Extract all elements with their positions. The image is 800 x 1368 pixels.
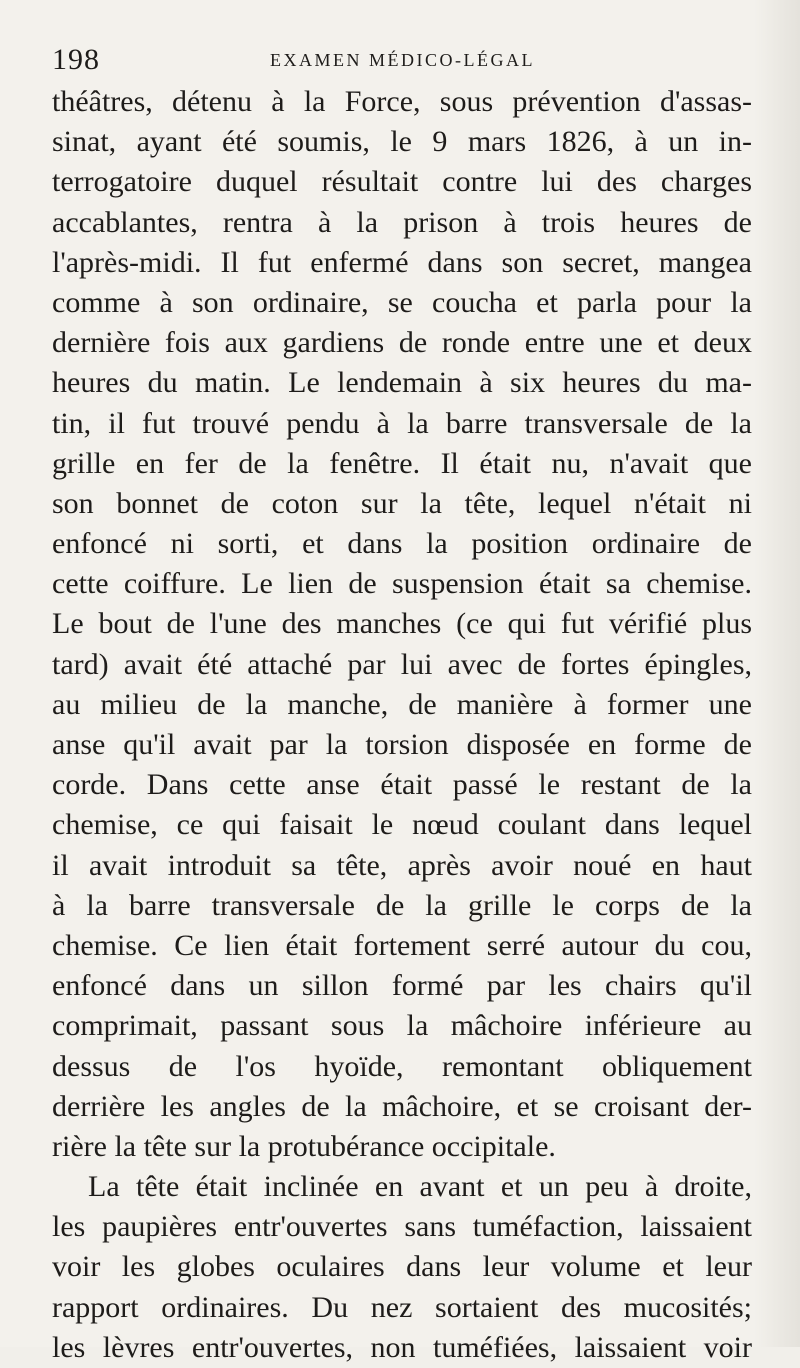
text-line: rapport ordinaires. Du nez sortaient des mucosités; <box>52 1290 752 1324</box>
text-line: l'après-midi. Il fut enfermé dans son secret, mangea <box>52 245 752 279</box>
text-line: dernière fois aux gardiens de ronde entre une et deux <box>52 326 752 360</box>
text-line: tard) avait été attaché par lui avec de fortes épingles, <box>52 647 752 681</box>
body-text <box>52 82 752 1368</box>
text-line: dessus de l'os hyoïde, remontant obliquement <box>52 1049 752 1083</box>
text-line: au milieu de la manche, de manière à former une <box>52 687 752 721</box>
page-header <box>52 40 752 80</box>
text-line: grille en fer de la fenêtre. Il était nu, n'avait que <box>52 446 752 480</box>
paragraph-end-line: rière la tête sur la protubérance occipitale. <box>52 1129 556 1163</box>
text-line: son bonnet de coton sur la tête, lequel n'était ni <box>52 486 752 520</box>
text-line: à la barre transversale de la grille le corps de la <box>52 888 752 922</box>
text-line: accablantes, rentra à la prison à trois heures de <box>52 205 752 239</box>
text-line: les lèvres entr'ouvertes, non tuméfiées, laissaient voir <box>52 1330 752 1364</box>
text-line: chemise. Ce lien était fortement serré autour du cou, <box>52 928 752 962</box>
text-line: théâtres, détenu à la Force, sous prévention d'assas- <box>52 85 752 118</box>
text-line: comme à son ordinaire, se coucha et parla pour la <box>52 285 752 319</box>
page-edge-shadow <box>754 0 800 1347</box>
text-line: chemise, ce qui faisait le nœud coulant dans lequel <box>52 808 752 842</box>
text-line: heures du matin. Le lendemain à six heures du ma- <box>52 366 752 400</box>
text-line: voir les globes oculaires dans leur volume et leur <box>52 1250 752 1284</box>
text-line: Le bout de l'une des manches (ce qui fut vérifié plus <box>52 607 752 641</box>
page-number: 198 <box>52 43 100 76</box>
text-line: cette coiffure. Le lien de suspension était sa chemise. <box>52 567 752 601</box>
running-head: EXAMEN MÉDICO-LÉGAL <box>270 50 535 70</box>
text-line: enfoncé ni sorti, et dans la position ordinaire de <box>52 527 752 561</box>
text-line: terrogatoire duquel résultait contre lui des charges <box>52 165 752 199</box>
text-line: anse qu'il avait par la torsion disposée en forme de <box>52 728 752 761</box>
paragraph-first-line: La tête était inclinée en avant et un peu à droite, <box>88 1170 752 1204</box>
text-line: enfoncé dans un sillon formé par les chairs qu'il <box>52 969 752 1003</box>
text-line: comprimait, passant sous la mâchoire inférieure au <box>52 1009 752 1043</box>
text-line: corde. Dans cette anse était passé le restant de la <box>52 768 752 802</box>
text-line: derrière les angles de la mâchoire, et se croisant der- <box>52 1089 752 1123</box>
text-line: il avait introduit sa tête, après avoir noué en haut <box>52 848 752 882</box>
text-line: sinat, ayant été soumis, le 9 mars 1826, à un in- <box>52 125 752 159</box>
text-line: les paupières entr'ouvertes sans tuméfaction, laissaient <box>52 1210 752 1244</box>
text-line: tin, il fut trouvé pendu à la barre transversale de la <box>52 406 752 440</box>
